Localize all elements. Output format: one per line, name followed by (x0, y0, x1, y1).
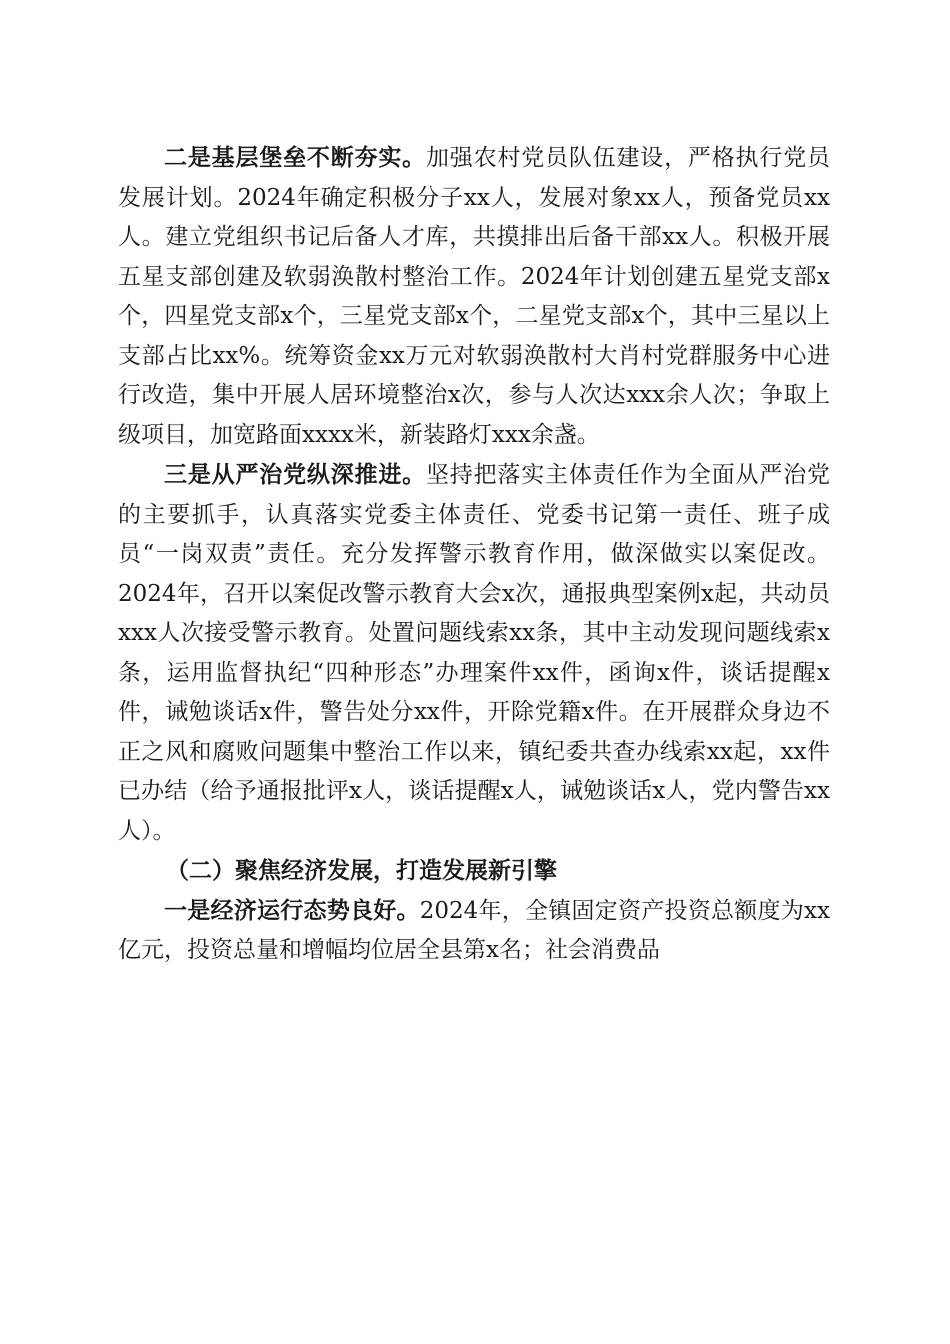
paragraph-body: 加强农村党员队伍建设，严格执行党员发展计划。2024年确定积极分子xx人，发展对象xx人，预备党员xx人。建立党组织书记后备人才库，共摸排出后备干部xx人。积极开展五星支部创建及软弱涣散村整治工作。2024年计划创建五星党支部x个，四星党支部x个，三星党支部x个，二星党支部x个，其中三星以上支部占比xx%。统筹资金xx万元对软弱涣散村大肖村党群服务中心进行改造，集中开展人居环境整治x次，参与人次达xxx余人次；争取上级项目，加宽路面xxxx米，新装路灯xxx余盏。 (118, 145, 831, 448)
paragraph-lead: 三是从严治党纵深推进。 (164, 461, 426, 488)
paragraph-body: 2024年，全镇固定资产投资总额度为xx亿元，投资总量和增幅均位居全县第x名；社会消费品 (118, 897, 831, 963)
paragraph-party-discipline (118, 455, 830, 851)
paragraph-body: 坚持把落实主体责任作为全面从严治党的主要抓手，认真落实党委主体责任、党委书记第一责任、班子成员“一岗双责”责任。充分发挥警示教育作用，做深做实以案促改。2024年，召开以案促改警示教育大会x次，通报典型案例x起，共动员xxx人次接受警示教育。处置问题线索xx条，其中主动发现问题线索x条，运用监督执纪“四种形态”办理案件xx件，函询x件，谈话提醒x件，诫勉谈话x件，警告处分xx件，开除党籍x件。在开展群众身边不正之风和腐败问题集中整治工作以来，镇纪委共查办线索xx起，xx件已办结（给予通报批评x人，谈话提醒x人，诫勉谈话x人，党内警告xx人）。 (118, 462, 831, 844)
paragraph-grassroots (118, 138, 830, 455)
section-heading: （二）聚焦经济发展，打造发展新引擎 (166, 857, 557, 884)
paragraph-economy (118, 891, 830, 971)
document-page (118, 138, 830, 971)
paragraph-lead: 二是基层堡垒不断夯实。 (164, 144, 426, 171)
paragraph-lead: 一是经济运行态势良好。 (164, 896, 420, 924)
